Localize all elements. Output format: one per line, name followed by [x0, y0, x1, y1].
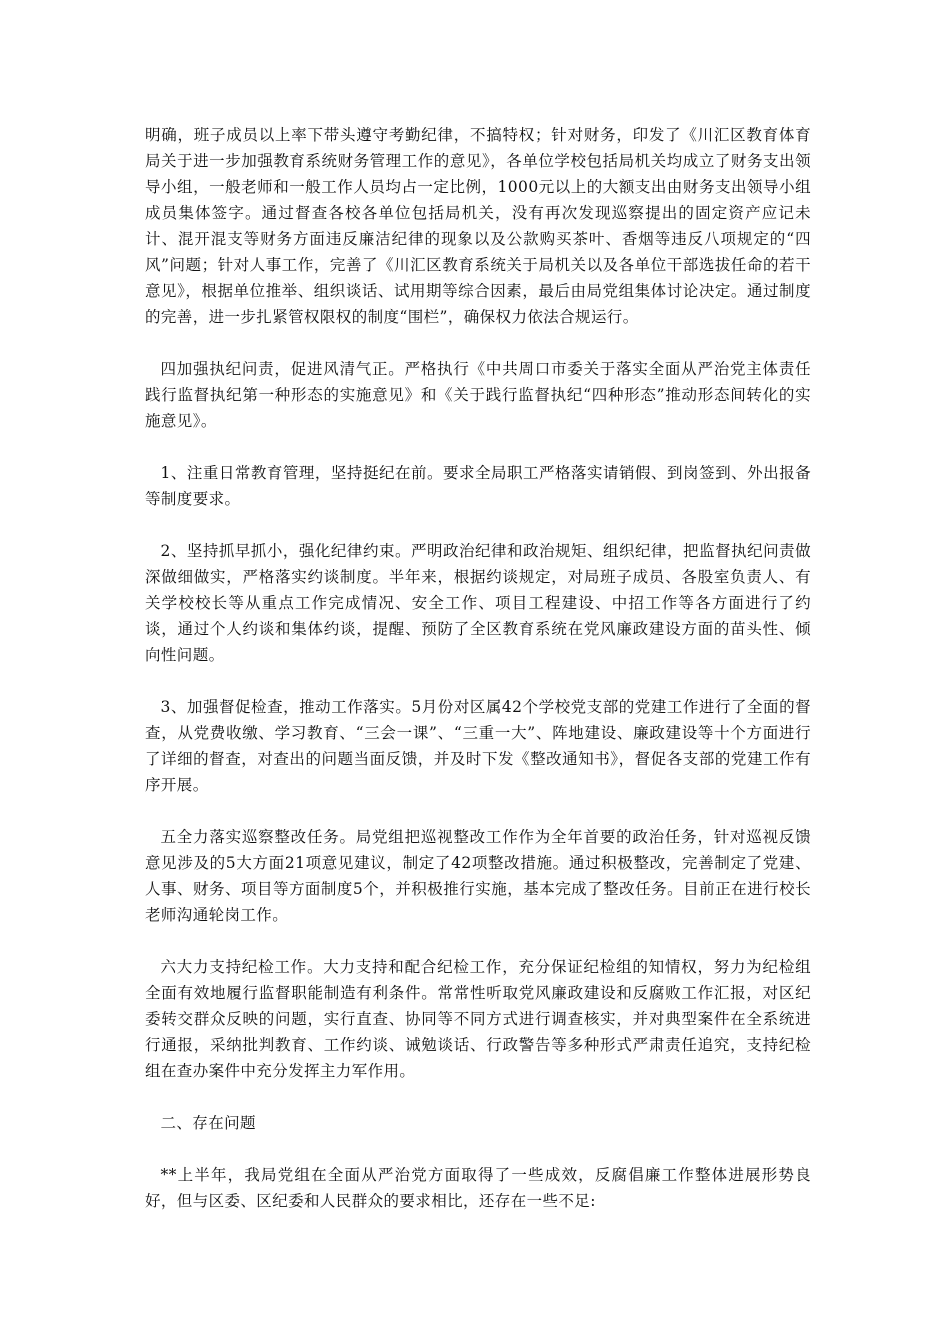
paragraph-section-five: 五全力落实巡察整改任务。局党组把巡视整改工作作为全年首要的政治任务，针对巡视反馈意见涉及的5大方面21项意见建议，制定了42项整改措施。通过积极整改，完善制定了党建、人事、财务、项目等方面制度5个，并积极推行实施，基本完成了整改任务。目前正在进行校长老师沟通轮岗工作。	[145, 828, 811, 924]
paragraph-item-3: 3、加强督促检查，推动工作落实。5月份对区属42个学校党支部的党建工作进行了全面的督查，从党费收缴、学习教育、“三会一课”、“三重一大”、阵地建设、廉政建设等十个方面进行了详细的督查，对查出的问题当面反馈，并及时下发《整改通知书》，督促各支部的党建工作有序开展。	[145, 698, 811, 794]
paragraph-problems-intro: **上半年，我局党组在全面从严治党方面取得了一些成效，反腐倡廉工作整体进展形势良好，但与区委、区纪委和人民群众的要求相比，还存在一些不足:	[145, 1166, 811, 1210]
paragraph-section-six: 六大力支持纪检工作。大力支持和配合纪检工作，充分保证纪检组的知情权，努力为纪检组全面有效地履行监督职能制造有利条件。常常性听取党风廉政建设和反腐败工作汇报，对区纪委转交群众反映的问题，实行直查、协同等不同方式进行调查核实，并对典型案件在全系统进行通报，采纳批判教育、工作约谈、诫勉谈话、行政警告等多种形式严肃责任追究，支持纪检组在查办案件中充分发挥主力军作用。	[145, 958, 811, 1080]
paragraph-item-2: 2、坚持抓早抓小，强化纪律约束。严明政治纪律和政治规矩、组织纪律，把监督执纪问责做深做细做实，严格落实约谈制度。半年来，根据约谈规定，对局班子成员、各股室负责人、有关学校校长等从重点工作完成情况、安全工作、项目工程建设、中招工作等各方面进行了约谈，通过个人约谈和集体约谈，提醒、预防了全区教育系统在党风廉政建设方面的苗头性、倾向性问题。	[145, 542, 811, 664]
paragraph-item-1: 1、注重日常教育管理，坚持挺纪在前。要求全局职工严格落实请销假、到岗签到、外出报备等制度要求。	[145, 464, 811, 508]
paragraph-section-four: 四加强执纪问责，促进风清气正。严格执行《中共周口市委关于落实全面从严治党主体责任践行监督执纪第一种形态的实施意见》和《关于践行监督执纪“四种形态”推动形态间转化的实施意见》。	[145, 360, 811, 430]
heading-existing-problems: 二、存在问题	[160, 1114, 256, 1132]
document-body	[145, 122, 811, 1240]
paragraph-finance-personnel: 明确，班子成员以上率下带头遵守考勤纪律，不搞特权；针对财务，印发了《川汇区教育体育局关于进一步加强教育系统财务管理工作的意见》，各单位学校包括局机关均成立了财务支出领导小组，一般老师和一般工作人员均占一定比例，1000元以上的大额支出由财务支出领导小组成员集体签字。通过督查各校各单位包括局机关，没有再次发现巡察提出的固定资产应记未计、混开混支等财务方面违反廉洁纪律的现象以及公款购买茶叶、香烟等违反八项规定的“四风”问题；针对人事工作，完善了《川汇区教育系统关于局机关以及各单位干部选拔任命的若干意见》，根据单位推举、组织谈话、试用期等综合因素，最后由局党组集体讨论决定。通过制度的完善，进一步扎紧管权限权的制度“围栏”，确保权力依法合规运行。	[145, 126, 811, 326]
